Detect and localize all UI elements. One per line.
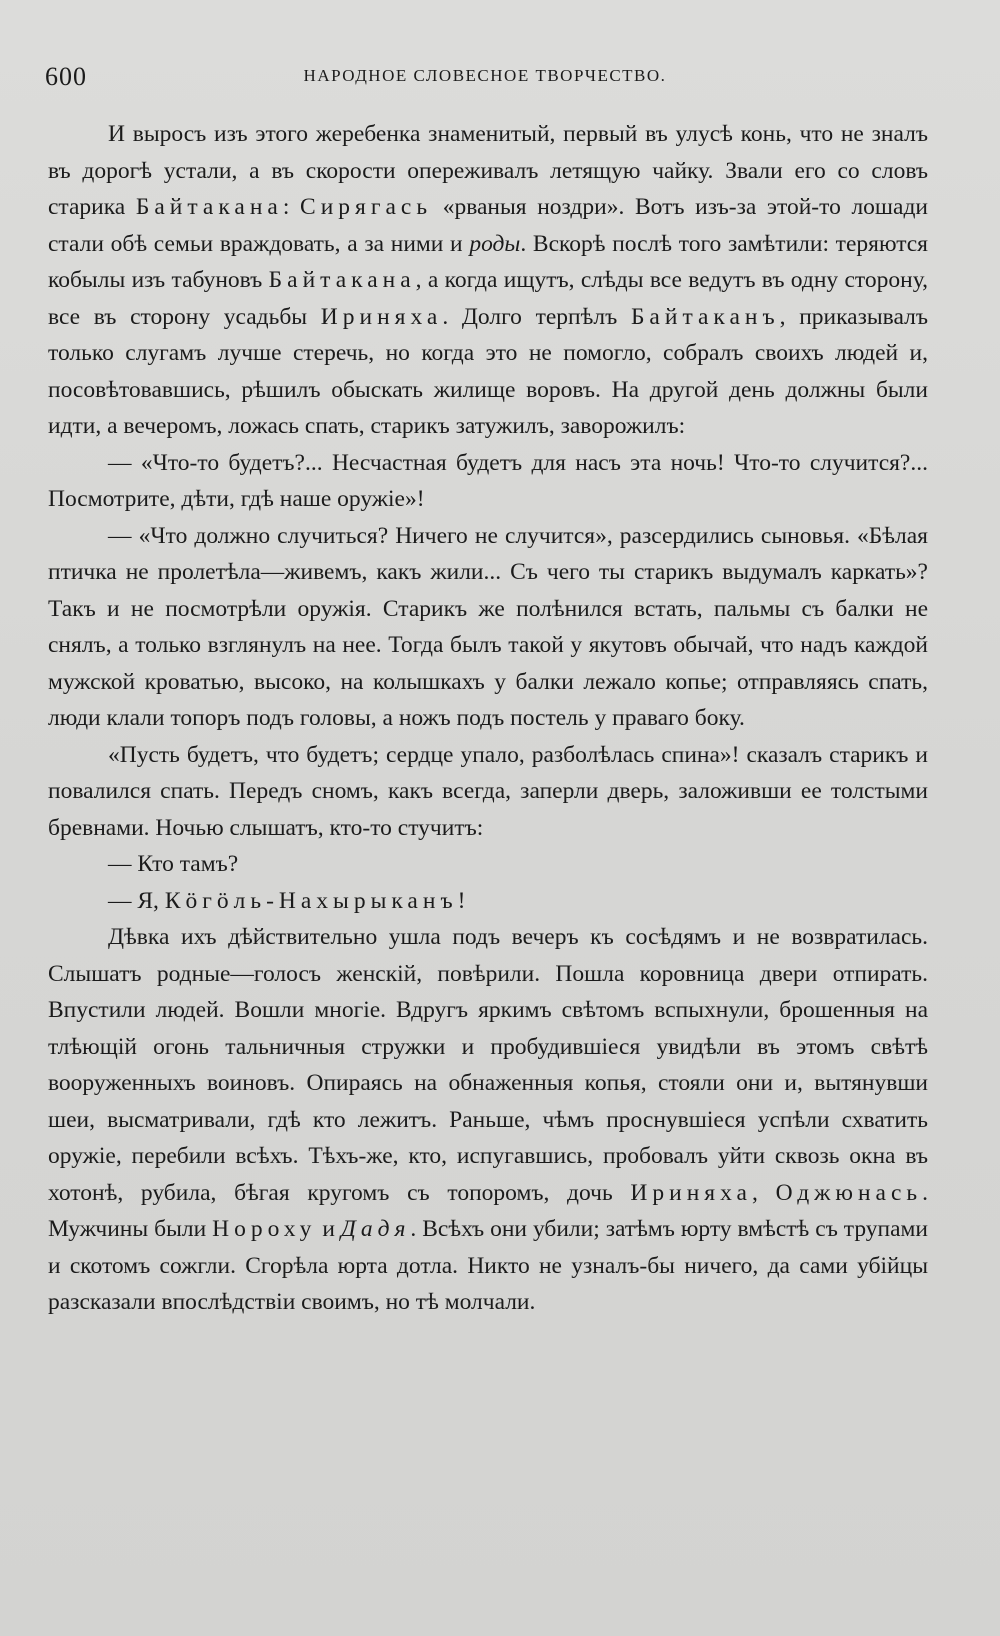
paragraph: [48, 737, 928, 847]
text-segment: . Мужчины были: [48, 1179, 929, 1242]
text-segment: — Кто тамъ?: [108, 851, 239, 877]
emphasized-text: Сирягась: [300, 194, 433, 220]
text-segment: . Вскорѣ послѣ того замѣтили: теряются кобылы изъ табуновъ: [48, 230, 928, 293]
text-segment: — «Что-то будетъ?... Несчастная будетъ для насъ эта ночь! Что-то случится?... Посмотрите, дѣти, гдѣ наше оружіе»!: [48, 449, 928, 512]
text-segment: . Всѣхъ они убили; затѣмъ юрту вмѣстѣ съ трупами и скотомъ сожгли. Сгорѣла юрта дотла. Никто не узналъ-бы ничего, да сами убійцы разсказали впослѣдствіи своимъ, но тѣ молчали.: [48, 1216, 929, 1315]
emphasized-text: роды: [469, 230, 521, 257]
emphasized-text: Байтакана: [135, 194, 283, 220]
text-segment: — «Что должно случиться? Ничего не случится», разсердились сыновья. «Бѣлая птичка не пролетѣла—живемъ, какъ жили... Съ чего ты старикъ выдумалъ каркать»? Такъ и не посмотрѣли оружія. Старикъ же полѣнился встать, пальмы съ балки не снялъ, а только взглянулъ на нее. Тогда былъ такой у якутовъ обычай, что надъ каждой мужской кроватью, высоко, на колышкахъ у балки лежало копье; отправляясь спать, люди клали топоръ подъ головы, а ножъ подъ постель у праваго боку.: [48, 522, 928, 731]
page-header: [45, 62, 925, 92]
text-segment: ,: [751, 1179, 776, 1206]
text-segment: «Пусть будетъ, что будетъ; сердце упало, разболѣлась спина»! сказалъ старикъ и повалился спать. Передъ сномъ, какъ всегда, заперли дверь, заложивши ее толстыми бревнами. Ночью слышатъ, кто-то стучитъ:: [48, 741, 928, 841]
emphasized-text: Оджюнась: [775, 1179, 923, 1206]
emphasized-text: Дадя: [340, 1216, 411, 1242]
running-title: НАРОДНОЕ СЛОВЕСНОЕ ТВОРЧЕСТВО.: [303, 66, 667, 85]
paragraph: [48, 883, 928, 920]
text-segment: «рваныя ноздри». Вотъ изъ-за этой-то лошади стали обѣ семьи враждовать, а за ними и: [48, 194, 928, 257]
emphasized-text: Нороху: [212, 1216, 317, 1242]
paragraph: [48, 518, 928, 737]
page-number: 600: [45, 62, 87, 91]
text-segment: !: [457, 887, 466, 914]
emphasized-text: Байтакана: [268, 267, 416, 293]
text-segment: :: [282, 194, 301, 220]
paragraph: [48, 846, 928, 883]
text-segment: и: [316, 1216, 341, 1242]
paragraph: [48, 445, 928, 518]
text-segment: , а когда ищутъ, слѣды все ведутъ въ одну сторону, все въ сторону усадьбы: [48, 267, 928, 330]
emphasized-text: Ириняха: [630, 1179, 752, 1206]
text-segment: . Долго терпѣлъ: [442, 303, 631, 330]
paragraph: [48, 919, 928, 1321]
text-segment: , приказывалъ только слугамъ лучше стеречь, но когда это не помогло, собралъ своихъ людей и, посовѣтовавшись, рѣшилъ обыскать жилище воровъ. На другой день должны были идти, а вечеромъ, ложась спать, старикъ затужилъ, заворожилъ:: [48, 303, 928, 439]
text-segment: — Я,: [108, 887, 165, 914]
emphasized-text: Байтаканъ: [630, 303, 780, 330]
paragraph: [48, 116, 928, 445]
body-text: [48, 116, 928, 1321]
emphasized-text: Ириняха: [320, 303, 443, 330]
text-segment: И выросъ изъ этого жеребенка знаменитый, первый въ улусѣ конь, что не зналъ въ дорогѣ устали, а въ скорости опереживалъ летящую чайку. Звали его со словъ старика: [48, 121, 928, 220]
text-segment: Дѣвка ихъ дѣйствительно ушла подъ вечеръ къ сосѣдямъ и не возвратилась. Слышатъ родные—голосъ женскій, повѣрили. Пошла коровница двери отпирать. Впустили людей. Вошли многіе. Вдругъ яркимъ свѣтомъ вспыхнули, брошенныя на тлѣющій огонь тальничныя стружки и пробудившіеся увидѣли въ этомъ свѣтѣ вооруженныхъ воиновъ. Опираясь на обнаженныя копья, стояли они и, вытянувши шеи, высматривали, гдѣ кто лежитъ. Раньше, чѣмъ проснувшіеся успѣли схватить оружіе, перебили всѣхъ. Тѣхъ-же, кто, испугавшись, пробовалъ уйти сквозь окна въ хотонѣ, рубила, бѣгая кругомъ съ топоромъ, дочь: [48, 924, 928, 1206]
emphasized-text: Кӧгӧль-Нахырыканъ: [164, 887, 458, 914]
